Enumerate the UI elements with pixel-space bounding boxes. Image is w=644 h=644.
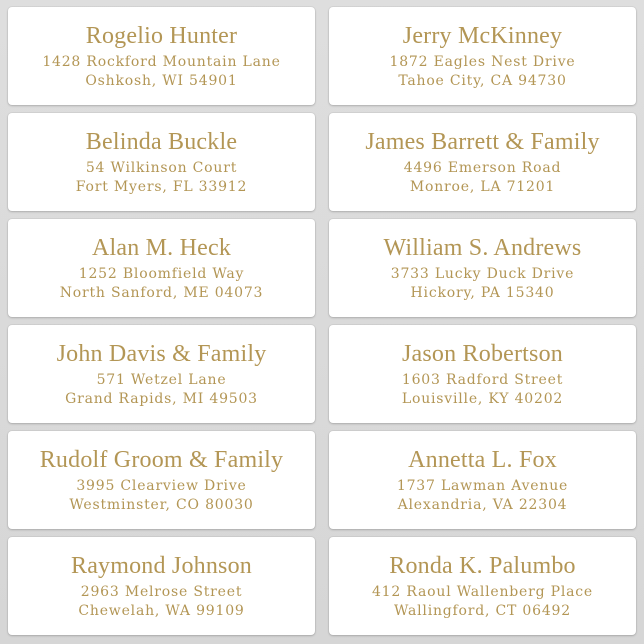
address-label <box>329 537 636 635</box>
recipient-name: Rudolf Groom & Family <box>39 446 284 473</box>
address-label <box>8 219 315 317</box>
city-state-zip: Louisville, KY 40202 <box>401 390 564 407</box>
address-label <box>329 7 636 105</box>
street-address: 3733 Lucky Duck Drive <box>390 265 575 282</box>
address-label <box>8 7 315 105</box>
recipient-name: Alan M. Heck <box>91 234 232 261</box>
street-address: 1428 Rockford Mountain Lane <box>42 53 281 70</box>
street-address: 4496 Emerson Road <box>403 159 562 176</box>
city-state-zip: Monroe, LA 71201 <box>409 178 556 195</box>
street-address: 54 Wilkinson Court <box>85 159 238 176</box>
street-address: 571 Wetzel Lane <box>96 371 227 388</box>
city-state-zip: Fort Myers, FL 33912 <box>75 178 248 195</box>
address-label <box>329 219 636 317</box>
street-address: 1737 Lawman Avenue <box>396 477 569 494</box>
city-state-zip: Grand Rapids, MI 49503 <box>65 390 258 407</box>
address-label <box>8 537 315 635</box>
label-grid <box>8 7 636 635</box>
address-label <box>8 325 315 423</box>
city-state-zip: North Sanford, ME 04073 <box>59 284 264 301</box>
recipient-name: Raymond Johnson <box>70 552 252 579</box>
recipient-name: James Barrett & Family <box>365 128 600 155</box>
address-label <box>329 113 636 211</box>
recipient-name: Ronda K. Palumbo <box>389 552 576 579</box>
city-state-zip: Wallingford, CT 06492 <box>394 602 571 619</box>
street-address: 3995 Clearview Drive <box>76 477 247 494</box>
recipient-name: Jason Robertson <box>402 340 563 367</box>
street-address: 1603 Radford Street <box>401 371 564 388</box>
street-address: 412 Raoul Wallenberg Place <box>371 583 594 600</box>
address-label <box>329 325 636 423</box>
street-address: 1872 Eagles Nest Drive <box>389 53 576 70</box>
city-state-zip: Oshkosh, WI 54901 <box>85 72 238 89</box>
recipient-name: Jerry McKinney <box>402 22 563 49</box>
recipient-name: Belinda Buckle <box>85 128 238 155</box>
recipient-name: Rogelio Hunter <box>85 22 238 49</box>
street-address: 2963 Melrose Street <box>80 583 243 600</box>
recipient-name: John Davis & Family <box>56 340 267 367</box>
address-label <box>8 113 315 211</box>
street-address: 1252 Bloomfield Way <box>78 265 245 282</box>
city-state-zip: Chewelah, WA 99109 <box>78 602 245 619</box>
address-label <box>329 431 636 529</box>
recipient-name: Annetta L. Fox <box>408 446 557 473</box>
city-state-zip: Hickory, PA 15340 <box>410 284 555 301</box>
recipient-name: William S. Andrews <box>383 234 582 261</box>
city-state-zip: Tahoe City, CA 94730 <box>398 72 567 89</box>
city-state-zip: Alexandria, VA 22304 <box>397 496 568 513</box>
city-state-zip: Westminster, CO 80030 <box>69 496 254 513</box>
address-label <box>8 431 315 529</box>
